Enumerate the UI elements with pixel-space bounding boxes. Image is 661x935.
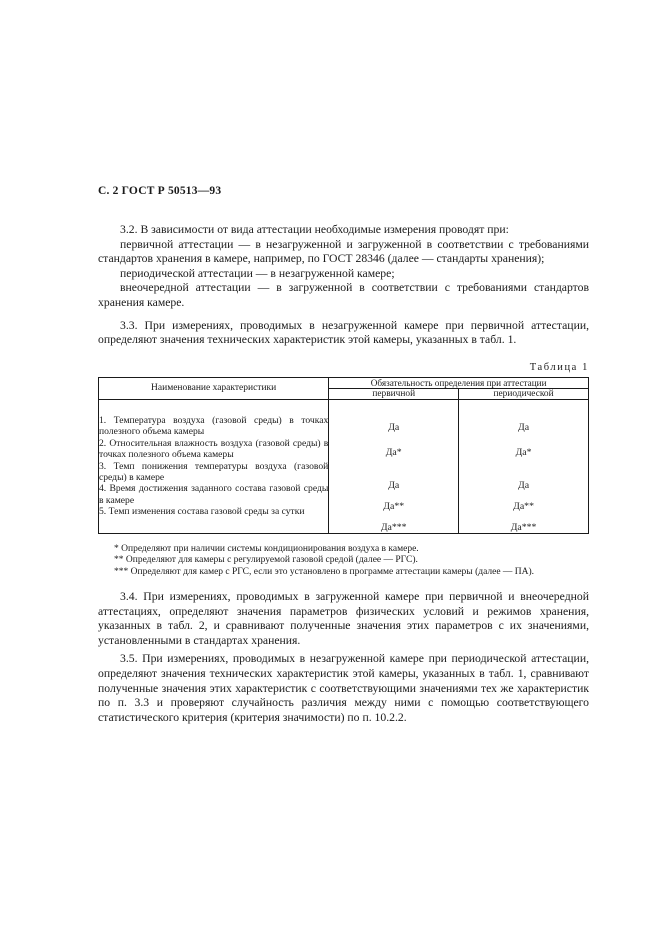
table-periodic-cell xyxy=(459,399,589,533)
table-col-primary: первичной xyxy=(329,388,459,399)
row-1-periodic: Да xyxy=(518,421,530,433)
table-characteristic-cell xyxy=(99,399,329,533)
row-3-primary: Да xyxy=(388,479,400,491)
page-header: С. 2 ГОСТ Р 50513—93 xyxy=(98,185,222,197)
row-2-name: 2. Относительная влажность воздуха (газовой среды) в точках полезного объема камеры xyxy=(99,437,329,461)
table-caption: Таблица 1 xyxy=(529,361,589,373)
paragraph-3-2-intro: 3.2. В зависимости от вида аттестации необходимые измерения проводят при: xyxy=(120,223,509,236)
row-4-periodic: Да** xyxy=(513,500,534,512)
row-4-primary: Да** xyxy=(383,500,405,512)
table-col-characteristic: Наименование характеристики xyxy=(99,377,329,399)
row-1-name: 1. Температура воздуха (газовой среды) в точках полезного объема камеры xyxy=(99,414,329,438)
row-5-name: 5. Темп изменения состава газовой среды за сутки xyxy=(99,506,305,518)
paragraph-3-2-item-2: периодической аттестации — в незагруженной камере; xyxy=(120,266,395,280)
paragraph-3-3: 3.3. При измерениях, проводимых в незагруженной камере при первичной аттестации, определяют значения технических характеристик этой камеры, указанных в табл. 1. xyxy=(98,318,589,347)
row-1-primary: Да xyxy=(388,421,400,433)
table-col-periodic: периодической xyxy=(459,388,589,399)
row-5-primary: Да*** xyxy=(380,521,407,533)
paragraph-3-5: 3.5. При измерениях, проводимых в незагруженной камере при периодической аттестации, определяют значения технических характеристик этой камеры, указанных в табл. 1, сравнивают полученные значения этих характеристик с соответствующими значениями тех же характеристик по п. 3.3 и проверяют случайность различия между ними с помощью соответствующего статистического критерия (критерия значимости) по п. 10.2.2. xyxy=(98,652,589,724)
footnote-2: ** Определяют для камеры с регулируемой газовой средой (далее — РГС). xyxy=(114,555,418,566)
row-4-name: 4. Время достижения заданного состава газовой среды в камере xyxy=(99,483,329,506)
table-primary-cell xyxy=(329,399,459,533)
table-col-group: Обязательность определения при аттестации xyxy=(329,377,589,388)
row-2-periodic: Да* xyxy=(515,446,532,458)
paragraph-3-4: 3.4. При измерениях, проводимых в загруженной камере при первичной и внеочередной аттестациях, определяют значения параметров физических условий и режимов хранения, указанных в табл. 2, и сравнивают полученные значения этих параметров с их значениями, установленными в стандартах хранения. xyxy=(98,589,589,647)
row-3-name: 3. Темп понижения температуры воздуха (газовой среды) в камере xyxy=(99,460,329,483)
table-footnotes xyxy=(98,544,589,578)
row-5-periodic: Да*** xyxy=(510,521,537,533)
row-2-primary: Да* xyxy=(385,446,402,458)
paragraph-3-2-item-1: первичной аттестации — в незагруженной и загруженной в соответствии с требованиями стандартов хранения в камере, например, по ГОСТ 28346 (далее — стандарты хранения); xyxy=(98,237,589,266)
table-header-row xyxy=(99,377,589,388)
footnote-3: *** Определяют для камер с РГС, если это установлено в программе аттестации камеры (далее — ПА). xyxy=(114,566,535,577)
footnote-1: * Определяют при наличии системы кондиционирования воздуха в камере. xyxy=(114,543,419,554)
paragraph-3-2-item-3: внеочередной аттестации — в загруженной в соответствии с требованиями стандартов хранения камере. xyxy=(98,281,589,309)
row-3-periodic: Да xyxy=(518,479,530,491)
characteristics-table xyxy=(98,377,589,534)
table-body-row xyxy=(99,399,589,533)
